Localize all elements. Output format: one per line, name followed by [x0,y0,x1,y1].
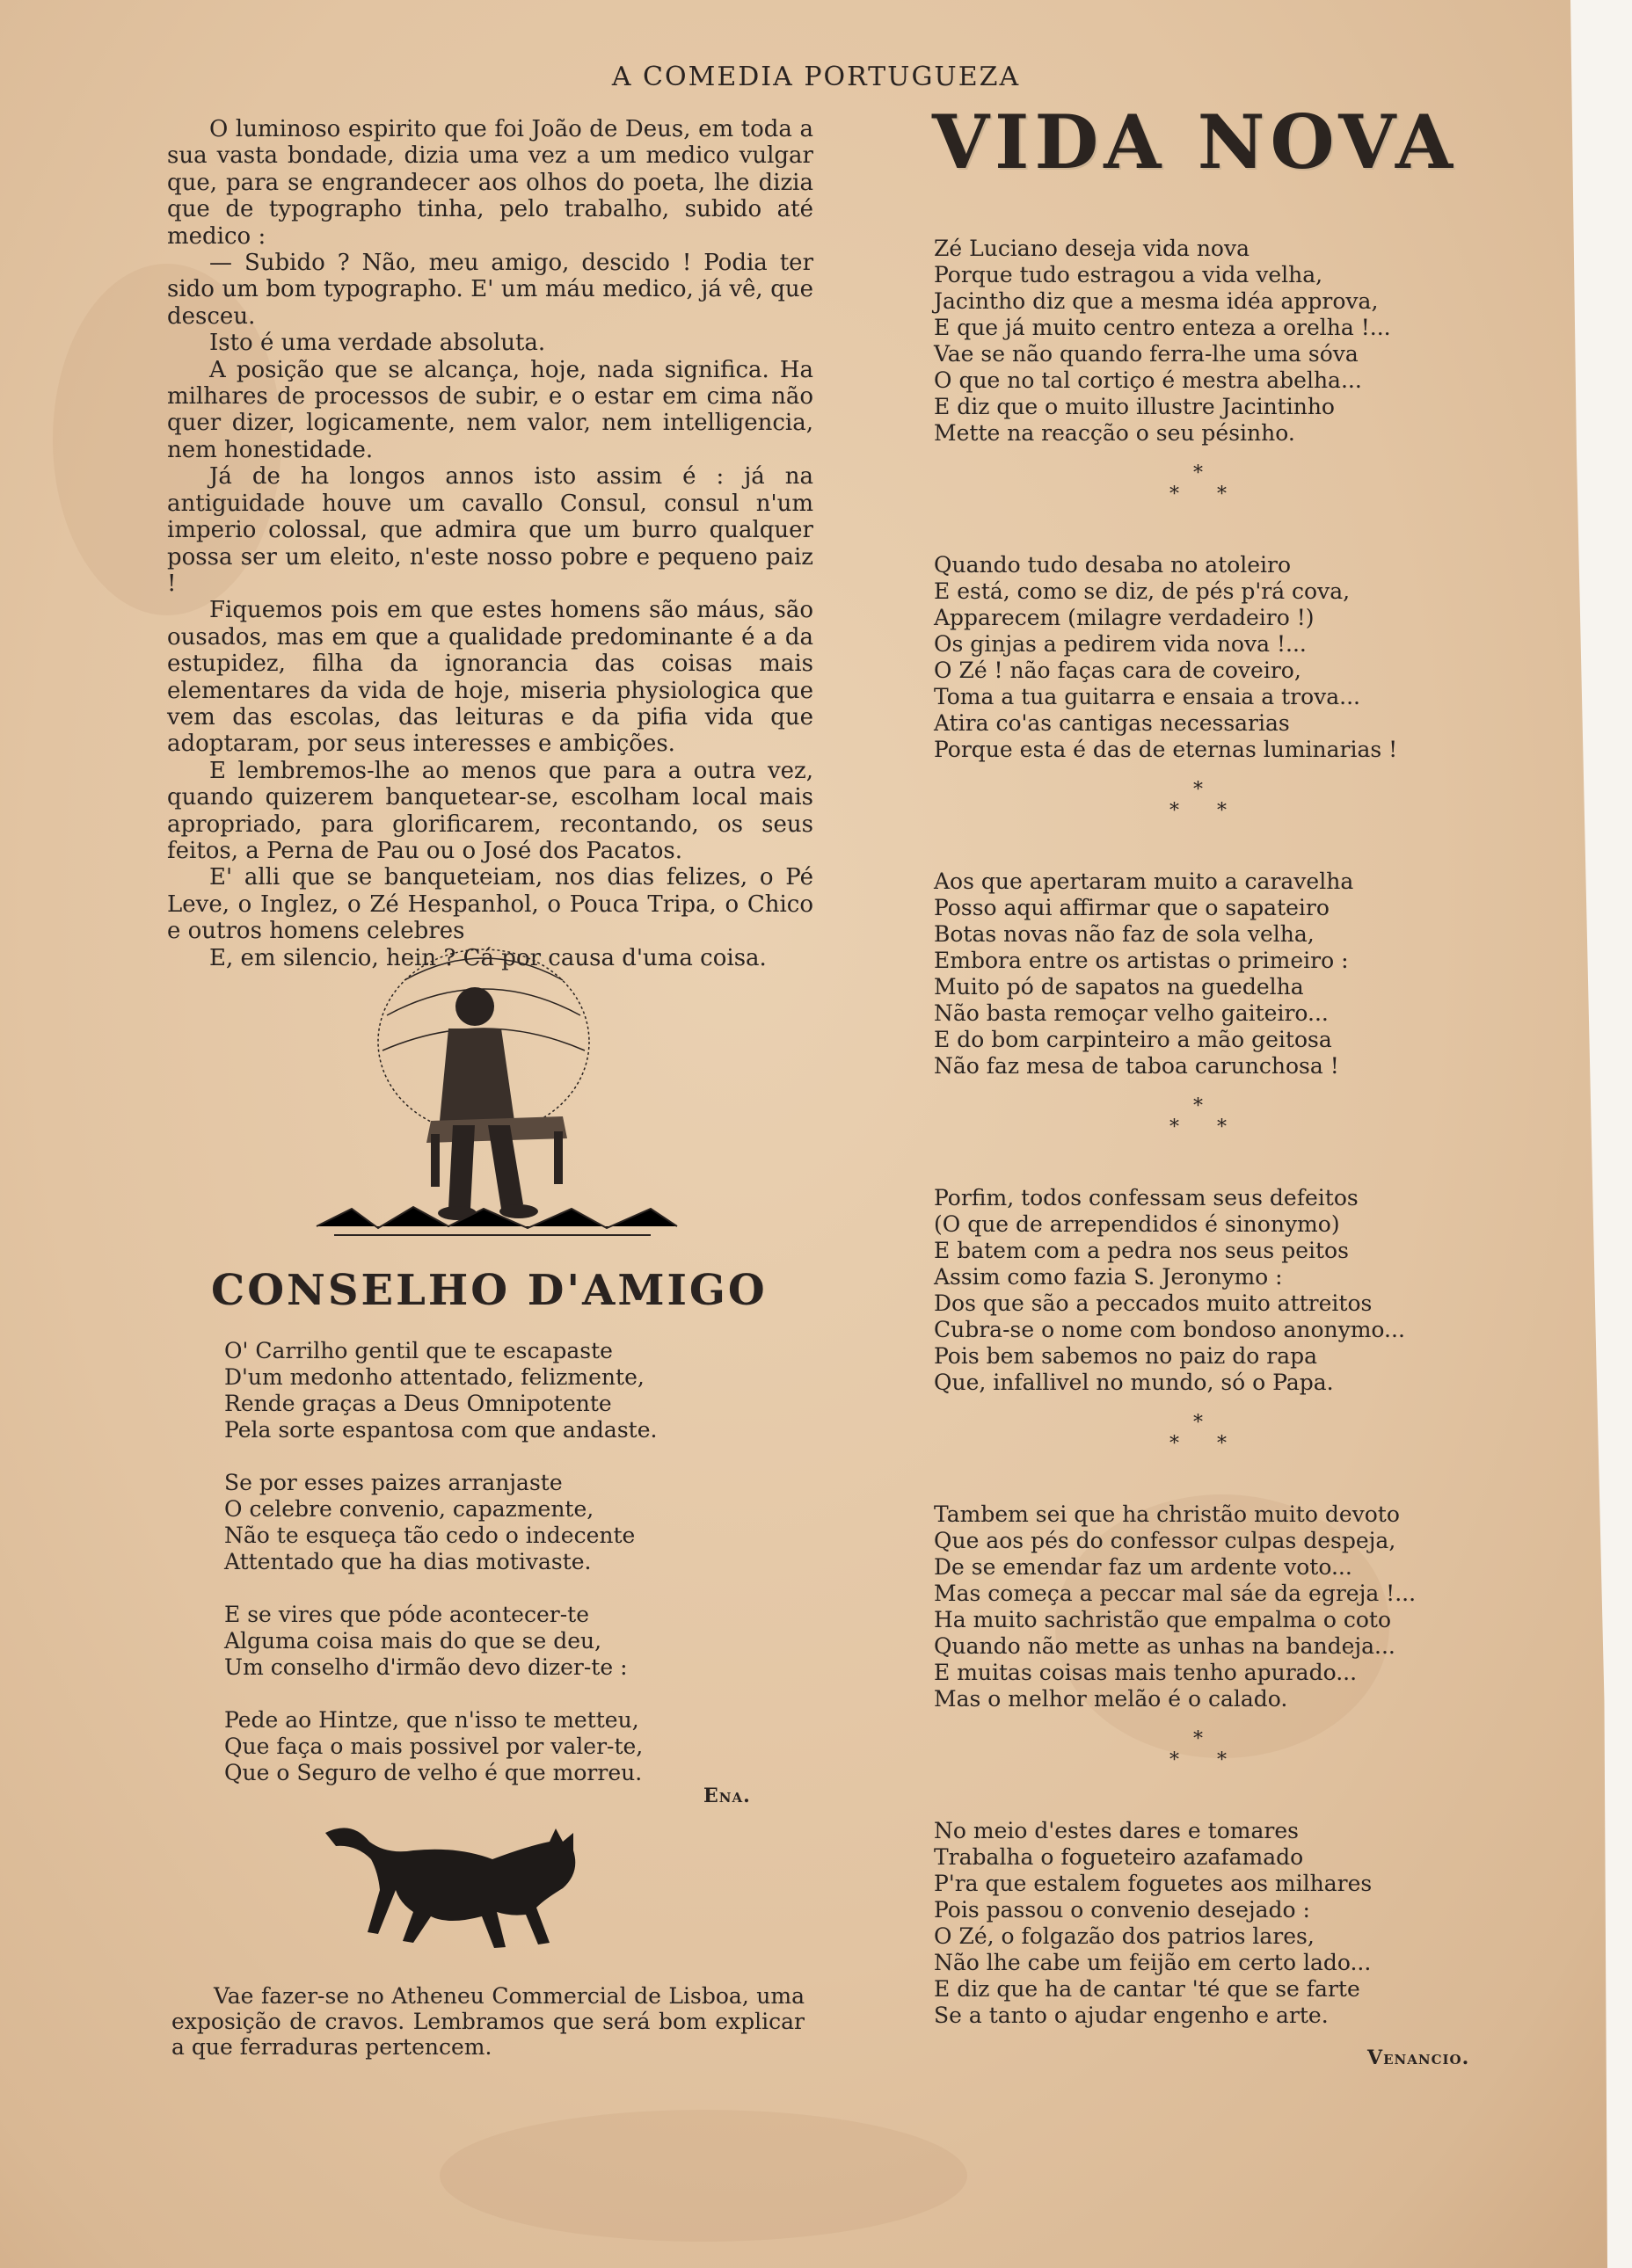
poem-stanza [934,869,1497,1079]
separator-star: * [1217,1116,1227,1138]
poem-stanza [934,236,1497,447]
poem-line: Porfim, todos confessam seus defeitos [934,1185,1359,1210]
poem-line: Mas começa a peccar mal sáe da egreja !... [934,1581,1417,1606]
poem-line: E está, como se diz, de pés p'rá cova, [934,578,1351,604]
poem-line: Alguma coisa mais do que se deu, [224,1628,602,1654]
article-paragraph: — Subido ? Não, meu amigo, descido ! Podia ter sido um bom typographo. E' um máu medico, já vê, que desceu. [167,250,813,330]
separator-star: * [1193,779,1203,801]
notice-text: Vae fazer-se no Atheneu Commercial de Lisboa, uma exposição de cravos. Lembramos que será bom explicar a que ferraduras pertencem. [171,1983,805,2060]
poem-line: Não faz mesa de taboa carunchosa ! [934,1053,1339,1079]
stanza-separator [934,1712,1497,1818]
poem-line: Cubra-se o nome com bondoso anonymo... [934,1317,1405,1342]
poem-line: Aos que apertaram muito a caravelha [934,869,1354,894]
poem-line: (O que de arrependidos é sinonymo) [934,1211,1340,1237]
poem-line: Rende graças a Deus Omnipotente [224,1391,612,1416]
poem-stanza [934,552,1497,763]
seated-man-illustration [299,945,686,1261]
poem-line: O que no tal cortiço é mestra abelha... [934,367,1362,393]
poem-line: O celebre convenio, capazmente, [224,1496,594,1522]
article-paragraph: E, em silencio, hein ? Cá por causa d'uma coisa. [209,944,767,971]
stanza-separator [934,1079,1497,1185]
conselho-title: CONSELHO D'AMIGO [211,1266,768,1315]
poem-line: Quando não mette as unhas na bandeja... [934,1633,1395,1659]
poem-line: E que já muito centro enteza a orelha !... [934,315,1391,340]
separator-star: * [1217,1433,1227,1455]
poem-stanza [224,1470,787,1575]
conselho-signature: Ena. [703,1785,751,1807]
poem-line: E batem com a pedra nos seus peitos [934,1238,1349,1263]
poem-line: Embora entre os artistas o primeiro : [934,948,1349,973]
poem-line: Que aos pés do confessor culpas despeja, [934,1528,1396,1553]
poem-line: P'ra que estalem foguetes aos milhares [934,1871,1373,1896]
black-cat-illustration [317,1820,598,1960]
torn-page-edge [1570,0,1632,2268]
poem-line: Toma a tua guitarra e ensaia a trova... [934,684,1360,709]
poem-line: Trabalha o fogueteiro azafamado [934,1844,1304,1870]
poem-line: Que faça o mais possivel por valer-te, [224,1734,644,1759]
paper-stain [440,2110,967,2242]
poem-line: Jacintho diz que a mesma idéa approva, [934,288,1379,314]
separator-star: * [1193,1095,1203,1117]
poem-line: O Zé, o folgazão dos patrios lares, [934,1923,1315,1949]
poem-line: Quando tudo desaba no atoleiro [934,552,1292,578]
separator-star: * [1169,1433,1179,1455]
poem-line: Não lhe cabe um feijão em certo lado... [934,1950,1372,1975]
separator-star: * [1169,483,1179,505]
poem-line: Assim como fazia S. Jeronymo : [934,1264,1283,1290]
vida-nova-signature: Venancio. [1367,2046,1470,2069]
left-article [167,116,813,971]
poem-line: D'um medonho attentado, felizmente, [224,1364,645,1390]
poem-stanza [224,1602,787,1681]
poem-line: Ha muito sachristão que empalma o coto [934,1607,1392,1632]
poem-line: Apparecem (milagre verdadeiro !) [934,605,1315,630]
separator-star: * [1193,1412,1203,1434]
poem-line: Os ginjas a pedirem vida nova !... [934,631,1307,657]
poem-line: Vae se não quando ferra-lhe uma sóva [934,341,1359,367]
poem-line: Tambem sei que ha christão muito devoto [934,1501,1400,1527]
poem-line: Um conselho d'irmão devo dizer-te : [224,1654,628,1680]
poem-line: Porque tudo estragou a vida velha, [934,262,1323,287]
poem-line: No meio d'estes dares e tomares [934,1818,1299,1843]
poem-stanza [934,1501,1497,1712]
stanza-separator [934,763,1497,869]
separator-star: * [1193,462,1203,484]
separator-star: * [1169,1749,1179,1771]
poem-line: Se por esses paizes arranjaste [224,1470,563,1495]
poem-line: Atira co'as cantigas necessarias [934,710,1290,736]
poem-line: E muitas coisas mais tenho apurado... [934,1660,1358,1685]
poem-line: Mas o melhor melão é o calado. [934,1686,1288,1712]
poem-line: O' Carrilho gentil que te escapaste [224,1338,613,1363]
article-paragraph: Já de ha longos annos isto assim é : já na antiguidade houve um cavallo Consul, consul n'um imperio colossal, que admira que um burro qualquer possa ser um eleito, n'este nosso pobre e pequeno paiz ! [167,463,813,597]
separator-star: * [1169,800,1179,822]
poem-line: E do bom carpinteiro a mão geitosa [934,1027,1332,1052]
poem-line: Porque esta é das de eternas luminarias ! [934,737,1398,762]
poem-line: Pede ao Hintze, que n'isso te metteu, [224,1707,639,1733]
poem-stanza [224,1707,787,1786]
poem-line: Pela sorte espantosa com que andaste. [224,1417,658,1443]
article-paragraph: Isto é uma verdade absoluta. [209,330,546,357]
poem-line: Se a tanto o ajudar engenho e arte. [934,2003,1329,2028]
poem-line: Não basta remoçar velho gaiteiro... [934,1000,1329,1026]
article-paragraph: A posição que se alcança, hoje, nada significa. Ha milhares de processos de subir, e o estar em cima não quer dizer, logicamente, nem valor, nem intelligencia, nem honestidade. [167,356,813,463]
poem-line: Pois bem sabemos no paiz do rapa [934,1343,1318,1369]
poem-line: Attentado que ha dias motivaste. [224,1549,592,1574]
separator-star: * [1217,1749,1227,1771]
poem-line: Dos que são a peccados muito attreitos [934,1290,1373,1316]
article-paragraph: E' alli que se banqueteiam, nos dias felizes, o Pé Leve, o Inglez, o Zé Hespanhol, o Pouca Tripa, o Chico e outros homens celebres [167,864,813,945]
article-paragraph: E lembremos-lhe ao menos que para a outra vez, quando quizerem banquetear-se, escolham local mais apropriado, para glorificarem, recontando, os seus feitos, a Perna de Pau ou o José dos Pacatos. [167,757,813,864]
poem-line: Muito pó de sapatos na guedelha [934,974,1304,1000]
separator-star: * [1169,1116,1179,1138]
poem-line: Botas novas não faz de sola velha, [934,921,1315,947]
poem-line: O Zé ! não faças cara de coveiro, [934,658,1301,683]
poem-line: Zé Luciano deseja vida nova [934,236,1250,261]
vida-nova-title: VIDA NOVA [932,98,1459,185]
article-paragraph: Fiquemos pois em que estes homens são máus, são ousados, mas em que a qualidade predominante é a da estupidez, filha da ignorancia das coisas mais elementares da vida de hoje, miseria physiologica que vem das escolas, das leituras e da pifia vida que adoptaram, por seus interesses e ambições. [167,597,813,758]
poem-stanza [934,1818,1497,2029]
vida-nova-poem [934,236,1497,2029]
page-header: A COMEDIA PORTUGUEZA [611,62,1021,92]
poem-line: Posso aqui affirmar que o sapateiro [934,895,1330,920]
poem-stanza [224,1338,787,1443]
stanza-separator [934,447,1497,552]
poem-line: E diz que o muito illustre Jacintinho [934,394,1335,419]
poem-line: Não te esqueça tão cedo o indecente [224,1523,636,1548]
article-paragraph: O luminoso espirito que foi João de Deus, em toda a sua vasta bondade, dizia uma vez a um medico vulgar que, para se engrandecer aos olhos do poeta, lhe dizia que de typographo tinha, pelo trabalho, subido até medico : [167,116,813,250]
poem-line: E diz que ha de cantar 'té que se farte [934,1976,1360,2002]
poem-line: Mette na reacção o seu pésinho. [934,420,1295,446]
poem-line: Que o Seguro de velho é que morreu. [224,1760,643,1785]
stanza-separator [934,1396,1497,1501]
poem-stanza [934,1185,1497,1396]
separator-star: * [1217,800,1227,822]
poem-line: Pois passou o convenio desejado : [934,1897,1310,1923]
separator-star: * [1193,1728,1203,1750]
poem-line: De se emendar faz um ardente voto... [934,1554,1352,1580]
conselho-poem [224,1338,787,1813]
poem-line: E se vires que póde acontecer-te [224,1602,589,1627]
separator-star: * [1217,483,1227,505]
poem-line: Que, infallivel no mundo, só o Papa. [934,1370,1334,1395]
